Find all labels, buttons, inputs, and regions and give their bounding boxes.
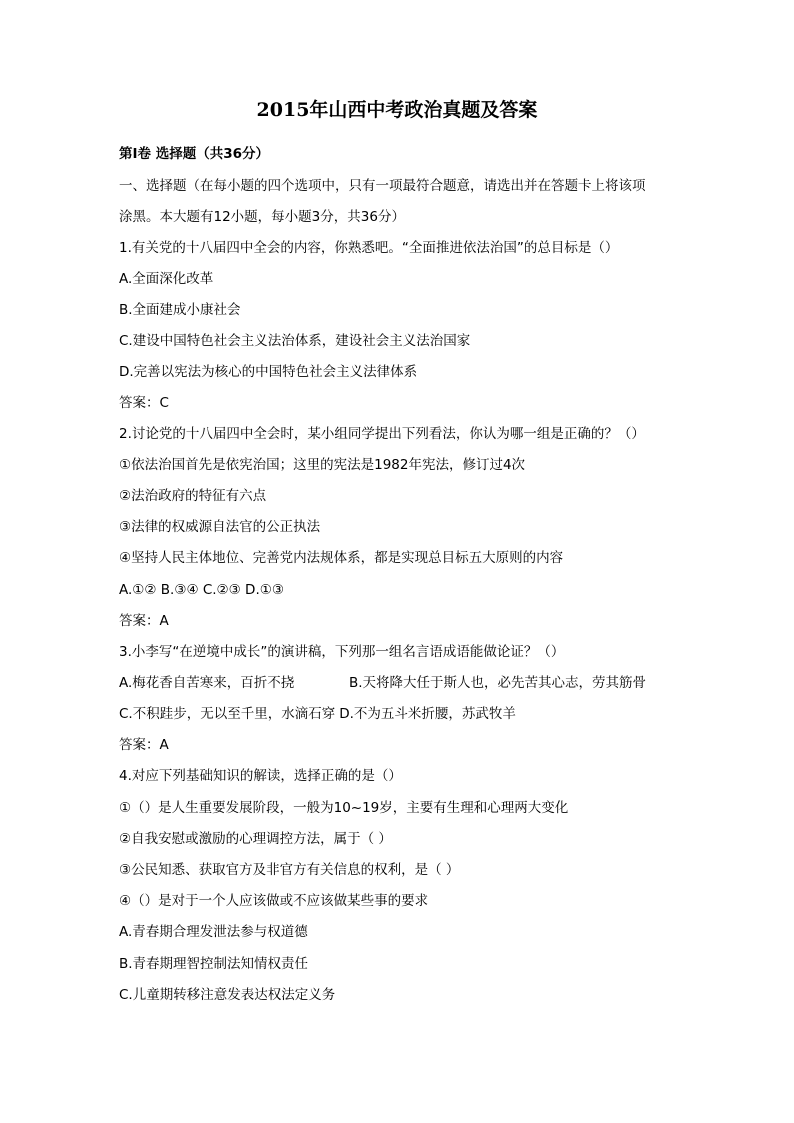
instructions-line-2: 涂黑。本大题有12小题，每小题3分，共36分） (119, 209, 405, 225)
q1-stem: 1.有关党的十八届四中全会的内容，你熟悉吧。“全面推进依法治国”的总目标是（） (119, 240, 619, 256)
section-heading: 第Ⅰ卷 选择题（共36分） (119, 146, 270, 162)
q4-statement-4: ④（）是对于一个人应该做或不应该做某些事的要求 (119, 893, 429, 909)
page-title: 2015年山西中考政治真题及答案 (256, 99, 538, 121)
q4-option-c: C.儿童期转移注意发表达权法定义务 (119, 987, 336, 1003)
q2-answer: 答案：A (119, 613, 169, 629)
q1-answer: 答案：C (119, 395, 169, 411)
q1-option-a: A.全面深化改革 (119, 271, 214, 287)
q3-options-row-2 (119, 704, 516, 724)
q3-option-a: A.梅花香自苦寒来，百折不挠 (119, 675, 295, 691)
q2-options: A.①② B.③④ C.②③ D.①③ (119, 582, 284, 598)
q3-option-d: D.不为五斗米折腰，苏武牧羊 (339, 706, 516, 722)
q1-option-c: C.建设中国特色社会主义法治体系，建设社会主义法治国家 (119, 333, 471, 349)
q3-stem: 3.小李写“在逆境中成长”的演讲稿，下列那一组名言语成语能做论证？（） (119, 644, 565, 660)
q1-option-b: B.全面建成小康社会 (119, 302, 241, 318)
q3-answer: 答案：A (119, 737, 169, 753)
q2-statement-2: ②法治政府的特征有六点 (119, 488, 267, 504)
q2-statement-4: ④坚持人民主体地位、完善党内法规体系，都是实现总目标五大原则的内容 (119, 550, 564, 566)
q4-statement-1: ①（）是人生重要发展阶段，一般为10~19岁，主要有生理和心理两大变化 (119, 800, 569, 816)
q1-option-d: D.完善以宪法为核心的中国特色社会主义法律体系 (119, 364, 418, 380)
q4-option-a: A.青春期合理发泄法参与权道德 (119, 924, 308, 940)
q2-stem: 2.讨论党的十八届四中全会时，某小组同学提出下列看法，你认为哪一组是正确的？（） (119, 426, 645, 442)
instructions-line-1: 一、选择题（在每小题的四个选项中，只有一项最符合题意，请选出并在答题卡上将该项 (119, 178, 646, 194)
q3-option-c: C.不积跬步，无以至千里，水滴石穿 (119, 706, 336, 722)
q3-option-b: B.天将降大任于斯人也，必先苦其心志，劳其筋骨 (349, 675, 647, 691)
q4-statement-3: ③公民知悉、获取官方及非官方有关信息的权利，是（ ） (119, 862, 460, 878)
q4-statement-2: ②自我安慰或激励的心理调控方法，属于（ ） (119, 831, 392, 847)
q2-statement-1: ①依法治国首先是依宪治国；这里的宪法是1982年宪法，修订过4次 (119, 457, 526, 473)
q2-statement-3: ③法律的权威源自法官的公正执法 (119, 519, 321, 535)
q3-options-row-1 (119, 673, 646, 693)
q4-option-b: B.青春期理智控制法知情权责任 (119, 956, 309, 972)
q4-stem: 4.对应下列基础知识的解读，选择正确的是（） (119, 768, 402, 784)
